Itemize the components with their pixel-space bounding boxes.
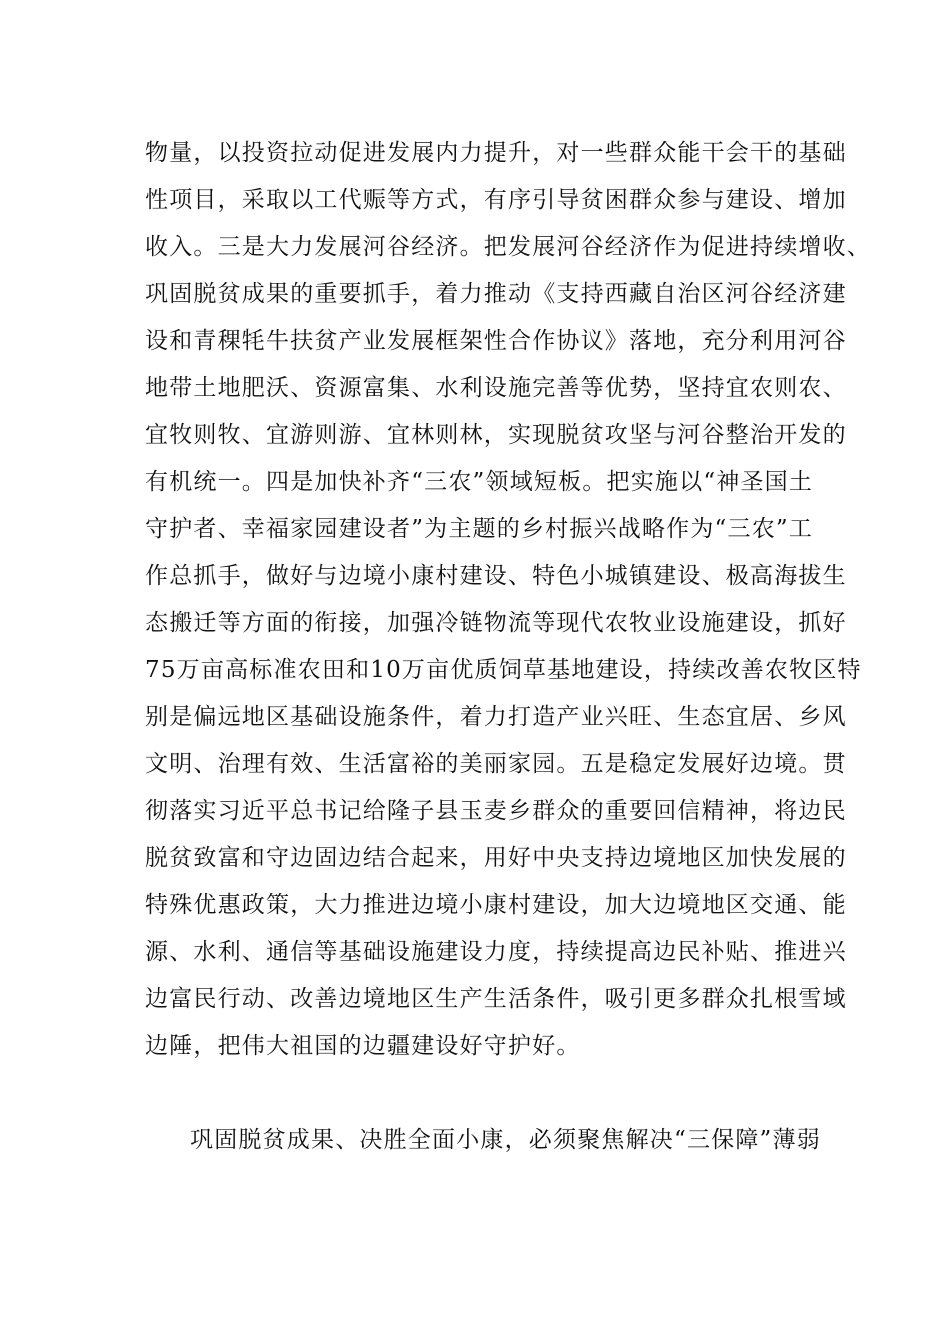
text-line: 特殊优惠政策，大力推进边境小康村建设，加大边境地区交通、能 <box>145 892 847 918</box>
text-line: 彻落实习近平总书记给隆子县玉麦乡群众的重要回信精神，将边民 <box>145 798 847 824</box>
text-line: 边陲，把伟大祖国的边疆建设好守护好。 <box>145 1033 581 1059</box>
text-line: 设和青稞牦牛扶贫产业发展框架性合作协议》落地，充分利用河谷 <box>145 328 847 354</box>
text-line: 物量，以投资拉动促进发展内力提升，对一些群众能干会干的基础 <box>145 140 847 166</box>
text-line: 别是偏远地区基础设施条件，着力打造产业兴旺、生态宜居、乡风 <box>145 704 847 730</box>
text-line: 巩固脱贫成果、决胜全面小康，必须聚焦解决“三保障”薄弱 <box>190 1127 821 1153</box>
text-line: 作总抓手，做好与边境小康村建设、特色小城镇建设、极高海拔生 <box>145 563 847 589</box>
text-line: 收入。三是大力发展河谷经济。把发展河谷经济作为促进持续增收、 <box>145 234 871 260</box>
text-line: 边富民行动、改善边境地区生产生活条件，吸引更多群众扎根雪域 <box>145 986 847 1012</box>
text-line: 源、水利、通信等基础设施建设力度，持续提高边民补贴、推进兴 <box>145 939 847 965</box>
text-line: 巩固脱贫成果的重要抓手，着力推动《支持西藏自治区河谷经济建 <box>145 281 847 307</box>
text-line: 脱贫致富和守边固边结合起来，用好中央支持边境地区加快发展的 <box>145 845 847 871</box>
text-line: 有机统一。四是加快补齐“三农”领域短板。把实施以“神圣国土 <box>145 469 814 495</box>
text-line: 地带土地肥沃、资源富集、水利设施完善等优势，坚持宜农则农、 <box>145 375 847 401</box>
text-line: 75万亩高标准农田和10万亩优质饲草基地建设，持续改善农牧区特 <box>145 657 862 683</box>
text-line: 守护者、幸福家园建设者”为主题的乡村振兴战略作为“三农”工 <box>145 516 814 542</box>
text-line: 性项目，采取以工代赈等方式，有序引导贫困群众参与建设、增加 <box>145 187 847 213</box>
text-line: 态搬迁等方面的衔接，加强冷链物流等现代农牧业设施建设，抓好 <box>145 610 847 636</box>
text-line: 文明、治理有效、生活富裕的美丽家园。五是稳定发展好边境。贯 <box>145 751 847 777</box>
text-line: 宜牧则牧、宜游则游、宜林则林，实现脱贫攻坚与河谷整治开发的 <box>145 422 847 448</box>
